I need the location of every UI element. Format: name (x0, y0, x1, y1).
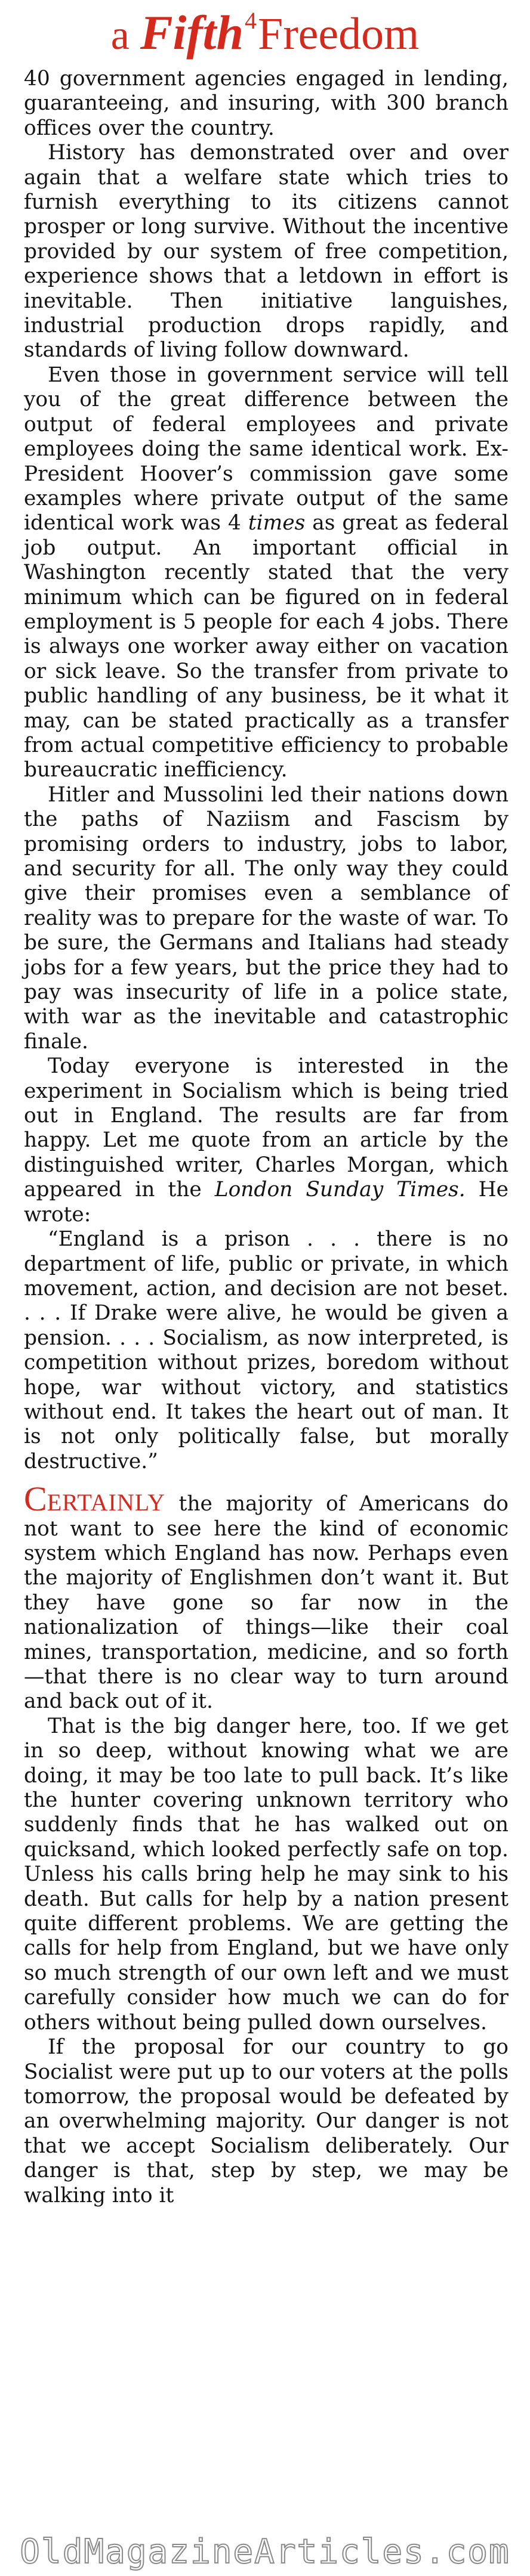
title-word-a: a (110, 13, 130, 58)
paragraph-5-italic: London Sunday Times. (214, 1178, 466, 1202)
paragraph-6-text: the majority of Americans do not want to see here the kind of economic system which England has now. Perhaps even the majority of Englishmen don’t want it. But they have gone so far now in the nationalization of things—like their coal mines, transportation, medicine, and so forth—that there is no clear way to turn around and back out of it. (24, 1492, 509, 1714)
paragraph-2: History has demonstrated over and over again that a welfare state which tries to furnish everything to its citizens cannot prosper or long survive. Without the incentive provided by our system of free competition, experience shows that a letdown in effort is inevitable. Then initiative languishes, industrial production drops rapidly, and standards of living follow downward. (24, 141, 509, 363)
title-word-freedom: Freedom (258, 9, 420, 59)
site-watermark (0, 2528, 530, 2576)
title-superscript: 4 (245, 7, 257, 34)
article-title (111, 5, 419, 61)
paragraph-3 (24, 363, 509, 783)
paragraph-5-text-b: He wrote: (24, 1178, 509, 1227)
paragraph-5 (24, 1054, 509, 1227)
paragraph-3-italic: times (248, 511, 306, 535)
paragraph-4: Hitler and Mussolini led their nations down the paths of Naziism and Fascism by promising orders to industry, jobs to labor, and security for all. The only way they could give their promises even a semblance of reality was to prepare for the waste of war. To be sure, the Germans and Italians had steady jobs for a few years, but the price they had to pay was insecurity of life in a police state, with war as the inevitable and catastrophic finale. (24, 782, 509, 1054)
title-word-fifth: Fifth (140, 5, 244, 60)
lead-in-smallcaps: ERTAINLY (47, 1489, 166, 1516)
article-body (24, 67, 509, 2208)
paragraph-8: If the proposal for our country to go Socialist were put up to our voters at the polls tomorrow, the proposal would be defeated by an overwhelming majority. Our danger is not that we accept Socialism deliberately. Our danger is that, step by step, we may be walking into it (24, 2035, 509, 2207)
article-header (0, 0, 530, 66)
paragraph-6 (24, 1479, 509, 1714)
drop-cap: C (24, 1479, 47, 1519)
paragraph-7: That is the big danger here, too. If we get in so deep, without knowing what we are doing, it may be too late to pull back. It’s like the hunter covering unknown territory who suddenly finds that he has walked out on quicksand, which looked perfectly safe on top. Unless his calls bring help he may sink to his death. But calls for help by a nation present quite different problems. We are getting the calls for help from England, but we have only so much strength of our own left and we must carefully consider how much we can do for others without being pulled down ourselves. (24, 1714, 509, 2035)
watermark-text: OldMagazineArticles.com (20, 2532, 510, 2571)
section-break (24, 1474, 509, 1487)
paragraph-1: 40 government agencies engaged in lending, guaranteeing, and insuring, with 300 branch offices over the country. (24, 67, 509, 140)
paragraph-3-text-a: Even those in government service will tell you of the great difference between the output of federal employees and private employees doing the same identical work. Ex-President Hoover’s commission gave some examples where private output of the same identical work was 4 (24, 363, 509, 535)
quotation: “England is a prison . . . there is no department of life, public or private, in which movement, action, and decision are not beset. . . . If Drake were alive, he would be given a pension. . . . Socialism, as now interpreted, is competition without prizes, boredom without hope, war without victory, and statistics without end. It takes the heart out of man. It is not only politically false, but morally destructive.” (24, 1227, 509, 1473)
paragraph-5-text-a: Today everyone is interested in the experiment in Socialism which is being tried out in England. The results are far from happy. Let me quote from an article by the distinguished writer, Charles Morgan, which appeared in the (24, 1054, 509, 1202)
paragraph-3-text-b: as great as federal job output. An important official in Washington recently stated that the very minimum which can be figured on in federal employment is 5 people for each 4 jobs. There is always one worker away either on vacation or sick leave. So the transfer from private to public handling of any business, be it what it may, can be stated practically as a transfer from actual competitive efficiency to probable bureaucratic inefficiency. (24, 511, 509, 782)
